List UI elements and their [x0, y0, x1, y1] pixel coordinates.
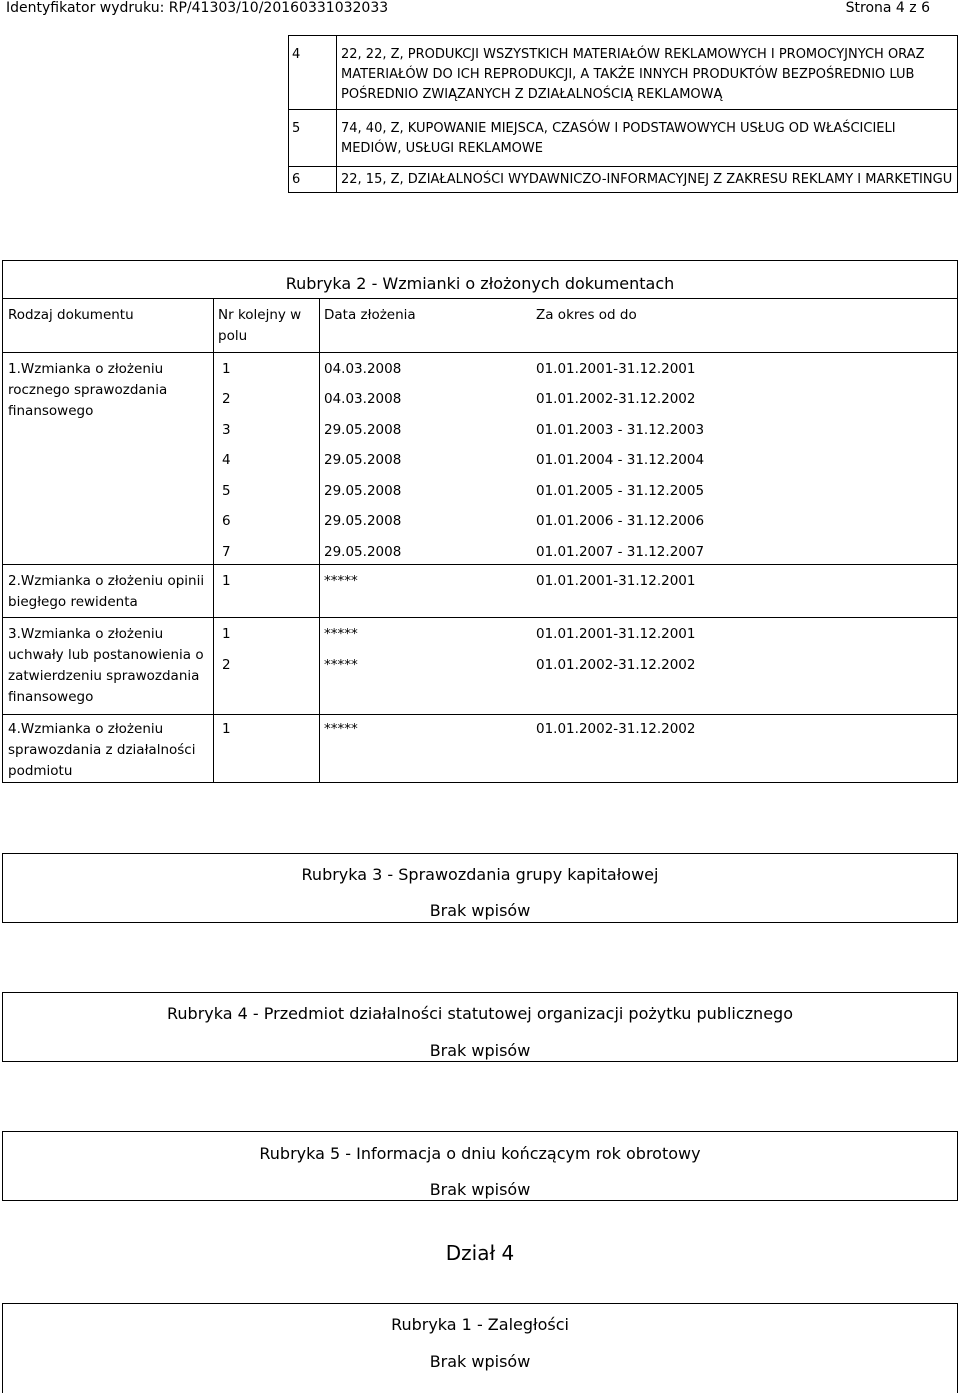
row-data: 04.03.2008	[324, 391, 402, 407]
row-data: 29.05.2008	[324, 483, 402, 499]
row-okres: 01.01.2001-31.12.2001	[536, 361, 696, 377]
header-okres: Za okres od do	[536, 307, 637, 323]
rubryka-5-body: Brak wpisów	[429, 1180, 531, 1199]
pkd-row-nr: 4	[292, 47, 301, 62]
doc-type: 2.Wzmianka o złożeniu opinii biegłego rewidenta	[8, 573, 205, 610]
print-identifier: Identyfikator wydruku: RP/41303/10/20160331032033	[6, 0, 389, 16]
row-okres: 01.01.2002-31.12.2002	[536, 391, 696, 407]
row-data: 29.05.2008	[324, 544, 402, 560]
rubryka-3-body: Brak wpisów	[429, 901, 531, 920]
row-data: 29.05.2008	[324, 513, 402, 529]
pkd-row-text: 74, 40, Z, KUPOWANIE MIEJSCA, CZASÓW I PODSTAWOWYCH USŁUG OD WŁAŚCICIELI MEDIÓW, USŁUGI REKLAMOWE	[341, 121, 896, 156]
doc-type: 3.Wzmianka o złożeniu uchwały lub postanowienia o zatwierdzeniu sprawozdania finansowego	[8, 626, 204, 705]
header-data: Data złożenia	[324, 307, 416, 323]
dz4-rubryka-1-box	[2, 1303, 958, 1393]
row-okres: 01.01.2007 - 31.12.2007	[536, 544, 705, 560]
row-okres: 01.01.2001-31.12.2001	[536, 626, 696, 642]
rubryka-2-title: Rubryka 2 - Wzmianki o złożonych dokumentach	[285, 274, 675, 293]
row-nr: 6	[222, 513, 231, 529]
pkd-row-text: 22, 22, Z, PRODUKCJI WSZYSTKICH MATERIAŁÓW REKLAMOWYCH I PROMOCYJNYCH ORAZ MATERIAŁÓW DO ICH REPRODUKCJI, A TAKŻE INNYCH PRODUKTÓW BEZPOŚREDNIO LUB POŚREDNIO ZWIĄZANYCH Z DZIAŁALNOŚCIĄ REKLAMOWĄ	[341, 47, 925, 102]
row-nr: 1	[222, 626, 231, 642]
section-title: Dział 4	[445, 1241, 515, 1265]
row-okres: 01.01.2006 - 31.12.2006	[536, 513, 705, 529]
row-nr: 7	[222, 544, 231, 560]
row-nr: 1	[222, 573, 231, 589]
rubryka-4-body: Brak wpisów	[429, 1041, 531, 1060]
row-data: 29.05.2008	[324, 452, 402, 468]
page-number: Strona 4 z 6	[845, 0, 930, 16]
rubryka-3-title: Rubryka 3 - Sprawozdania grupy kapitałowej	[301, 865, 659, 884]
rubryka-5-title: Rubryka 5 - Informacja o dniu kończącym rok obrotowy	[259, 1144, 701, 1163]
rubryka-4-title: Rubryka 4 - Przedmiot działalności statutowej organizacji pożytku publicznego	[167, 1004, 793, 1023]
row-okres: 01.01.2002-31.12.2002	[536, 721, 696, 737]
dz4-rubryka-1-title: Rubryka 1 - Zaległości	[391, 1315, 569, 1334]
rubryka-4-box	[2, 992, 958, 1062]
rubryka-2-table	[2, 260, 958, 783]
row-okres: 01.01.2005 - 31.12.2005	[536, 483, 705, 499]
rubryka-5-box	[2, 1131, 958, 1201]
row-nr: 2	[222, 657, 231, 673]
row-data: *****	[324, 573, 358, 589]
row-okres: 01.01.2003 - 31.12.2003	[536, 422, 705, 438]
row-okres: 01.01.2002-31.12.2002	[536, 657, 696, 673]
row-data: 29.05.2008	[324, 422, 402, 438]
row-nr: 4	[222, 452, 231, 468]
row-data: *****	[324, 721, 358, 737]
pkd-row-nr: 6	[292, 172, 301, 187]
doc-type: 4.Wzmianka o złożeniu sprawozdania z działalności podmiotu	[8, 721, 196, 779]
pkd-row-text: 22, 15, Z, DZIAŁALNOŚCI WYDAWNICZO-INFORMACYJNEJ Z ZAKRESU REKLAMY I MARKETINGU	[341, 172, 953, 187]
header-nr: Nr kolejny w polu	[218, 307, 302, 344]
row-data: 04.03.2008	[324, 361, 402, 377]
row-nr: 1	[222, 721, 231, 737]
doc-type: 1.Wzmianka o złożeniu rocznego sprawozdania finansowego	[8, 361, 168, 419]
rubryka-3-box	[2, 853, 958, 923]
pkd-table	[288, 35, 958, 193]
row-data: *****	[324, 626, 358, 642]
row-okres: 01.01.2001-31.12.2001	[536, 573, 696, 589]
row-data: *****	[324, 657, 358, 673]
row-nr: 5	[222, 483, 231, 499]
row-nr: 3	[222, 422, 231, 438]
pkd-row-nr: 5	[292, 121, 301, 136]
row-nr: 2	[222, 391, 231, 407]
header-rodzaj: Rodzaj dokumentu	[8, 307, 134, 323]
row-nr: 1	[222, 361, 231, 377]
row-okres: 01.01.2004 - 31.12.2004	[536, 452, 705, 468]
dz4-rubryka-1-body: Brak wpisów	[429, 1352, 531, 1371]
